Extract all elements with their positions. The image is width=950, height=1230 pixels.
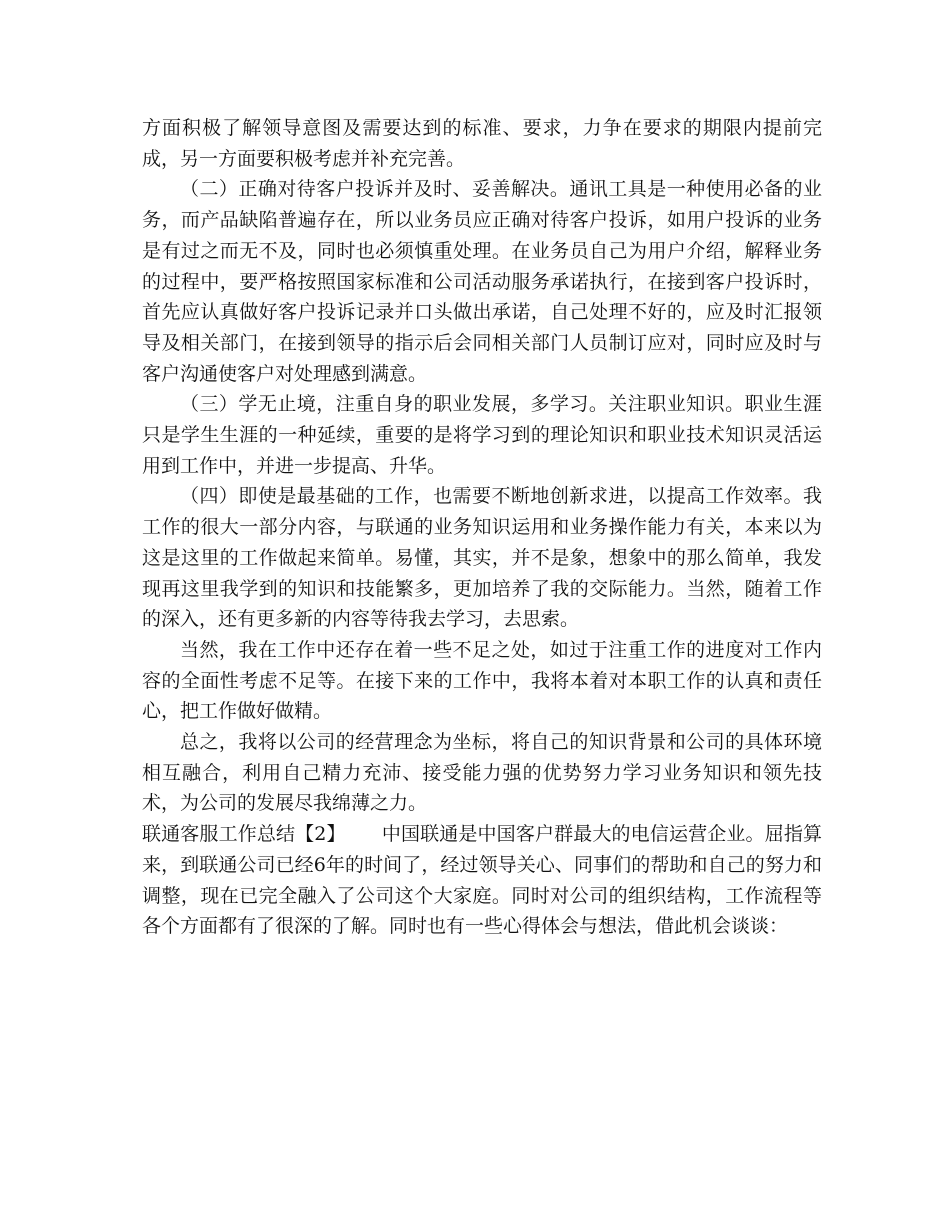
paragraph-innovation: （四）即使是最基础的工作，也需要不断地创新求进，以提高工作效率。我工作的很大一部分内容，与联通的业务知识运用和业务操作能力有关，本来以为这是这里的工作做起来简单。易懂，其实，并不是象，想象中的那么简单，我发现再这里我学到的知识和技能繁多，更加培养了我的交际能力。当然，随着工作的深入，还有更多新的内容等待我去学习，去思索。 xyxy=(142,485,822,631)
paragraph-shortcomings: 当然，我在工作中还存在着一些不足之处，如过于注重工作的进度对工作内容的全面性考虑不足等。在接下来的工作中，我将本着对本职工作的认真和责任心，把工作做好做精。 xyxy=(142,638,822,723)
section-text: 中国联通是中国客户群最大的电信运营企业。屈指算来，到联通公司已经6年的时间了，经过领导关心、同事们的帮助和自己的努力和调整，现在已完全融入了公司这个大家庭。同时对公司的组织结构，工作流程等各个方面都有了很深的了解。同时也有一些心得体会与想法，借此机会谈谈： xyxy=(142,823,822,938)
document-body xyxy=(142,113,822,942)
paragraph-conclusion: 总之，我将以公司的经营理念为坐标，将自己的知识背景和公司的具体环境相互融合，利用自己精力充沛、接受能力强的优势努力学习业务知识和领先技术，为公司的发展尽我绵薄之力。 xyxy=(142,731,822,815)
section-title: 联通客服工作总结【2】 xyxy=(142,823,346,846)
paragraph-customer-complaints: （二）正确对待客户投诉并及时、妥善解决。通讯工具是一种使用必备的业务，而产品缺陷普遍存在，所以业务员应正确对待客户投诉，如用户投诉的业务是有过之而无不及，同时也必须慎重处理。在业务员自己为用户介绍，解释业务的过程中，要严格按照国家标准和公司活动服务承诺执行，在接到客户投诉时，首先应认真做好客户投诉记录并口头做出承诺，自己处理不好的，应及时汇报领导及相关部门，在接到领导的指示后会同相关部门人员制订应对，同时应及时与客户沟通使客户对处理感到满意。 xyxy=(142,178,822,385)
paragraph-career-development: （三）学无止境，注重自身的职业发展，多学习。关注职业知识。职业生涯只是学生生涯的一种延续，重要的是将学习到的理论知识和职业技术知识灵活运用到工作中，并进一步提高、升华。 xyxy=(142,393,822,477)
section-paragraph xyxy=(142,819,822,942)
paragraph-continuation: 方面积极了解领导意图及需要达到的标准、要求，力争在要求的期限内提前完成，另一方面要积极考虑并补充完善。 xyxy=(142,117,822,170)
